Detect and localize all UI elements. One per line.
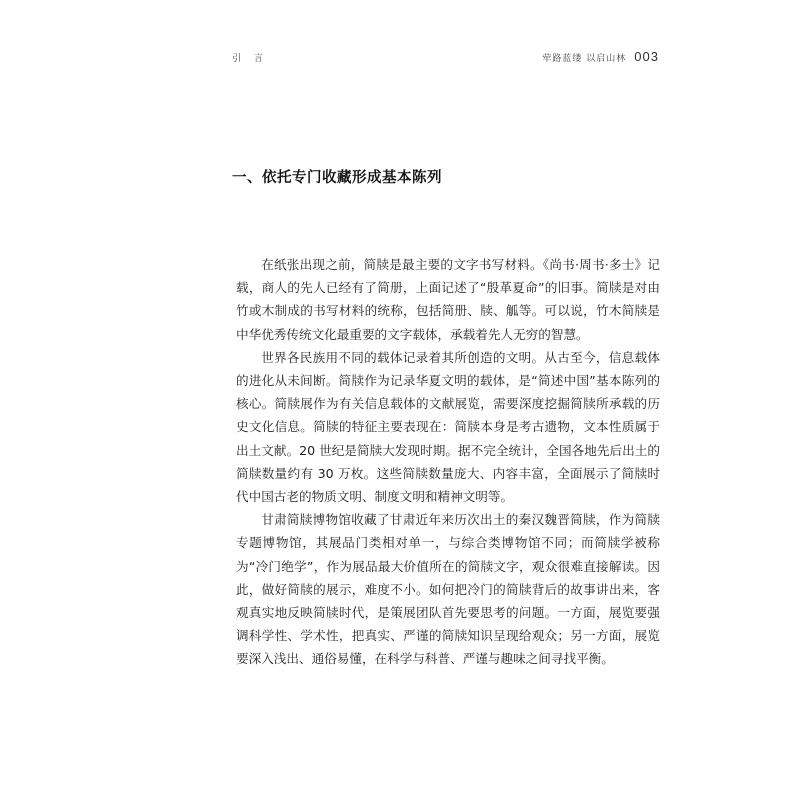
page-number: 003 [634, 49, 659, 64]
paragraph: 在纸张出现之前，简牍是最主要的文字书写材料。《尚书·周书·多士》记载，商人的先人已经有了简册，上面记述了“殷革夏命”的旧事。简牍是对由竹或木制成的书写材料的统称，包括简册、牍、觚等。可以说，竹木简牍是中华优秀传统文化最重要的文字载体，承载着先人无穷的智慧。 [236, 257, 660, 342]
running-header-section: 引 言 [232, 54, 268, 64]
section-heading: 一、依托专门收藏形成基本陈列 [232, 170, 442, 186]
running-header-chapter: 荦路蓝缕 以启山林 [542, 54, 627, 64]
body-text [236, 253, 660, 671]
paragraph: 世界各民族用不同的载体记录着其所创造的文明。从古至今，信息载体的进化从未间断。简牍作为记录华夏文明的载体，是“简述中国”基本陈列的核心。简牍展作为有关信息载体的文献展览，需要深度挖掘简牍所承载的历史文化信息。简牍的特征主要表现在：简牍本身是考古遗物，文本性质属于出土文献。20 世纪是简牍大发现时期。据不完全统计，全国各地先后出土的简牍数量约有 30 万枚。这些简牍数量庞大、内容丰富，全面展示了简牍时代中国古老的物质文明、制度文明和精神文明等。 [236, 349, 660, 505]
paragraph: 甘肃简牍博物馆收藏了甘肃近年来历次出土的秦汉魏晋简牍，作为简牍专题博物馆，其展品门类相对单一，与综合类博物馆不同；而简牍学被称为“冷门绝学”，作为展品最大价值所在的简牍文字，观众很难直接解读。因此，做好简牍的展示，难度不小。如何把冷门的简牍背后的故事讲出来，客观真实地反映简牍时代，是策展团队首先要思考的问题。一方面，展览要强调科学性、学术性，把真实、严谨的简牍知识呈现给观众；另一方面，展览要深入浅出、通俗易懂，在科学与科普、严谨与趣味之间寻找平衡。 [236, 512, 660, 667]
running-header [542, 49, 659, 64]
